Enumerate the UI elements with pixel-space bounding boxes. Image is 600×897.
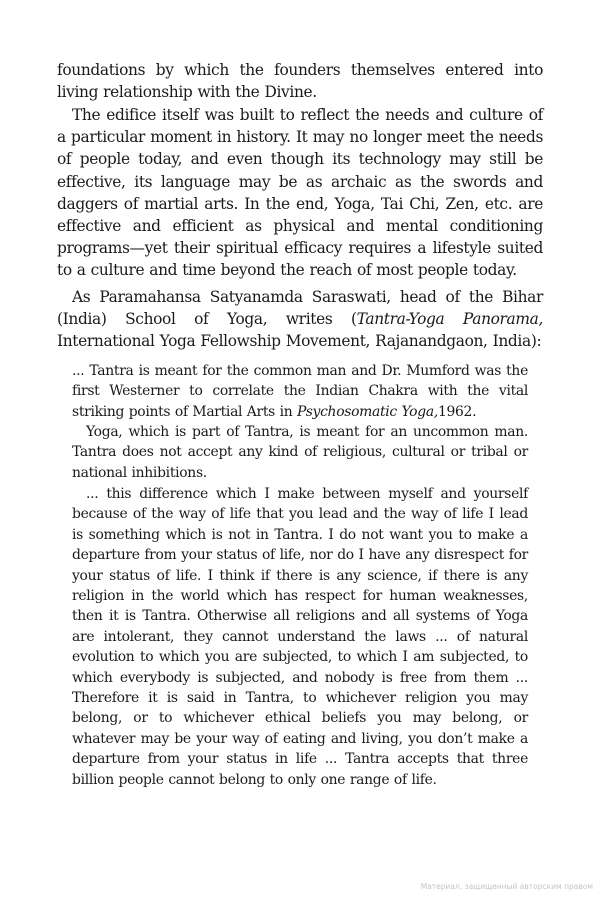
- quote-paragraph-difference: ... this difference which I make between myself and yourself because of the way of life that you lead and the way of life I lead is something which is not in Tantra. I do not want you to make a departure from your status of life, nor do I have any disrespect for your status of life. I think if there is any science, if there is any religion in the world which has respect for human weaknesses, then it is Tantra. Otherwise all religions and all systems of Yoga are intolerant, they cannot understand the laws ... of natural evolution to which you are subjected, to which I am subjected, to which everybody is subjected, and nobody is free from them ... Therefore it is said in Tantra, to whichever religion you may belong, or to whichever ethical beliefs you may belong, or whatever may be your way of eating and living, you don’t make a departure from your status in life ... Tantra accepts that three billion people cannot belong to only one range of life.: [72, 486, 528, 788]
- book-title-tantra-yoga-panorama: Tantra-Yoga Panorama,: [356, 310, 543, 329]
- quote-paragraph-tantra-common-man: [72, 361, 528, 422]
- attribution-text: As Paramahansa Satyanamda Saraswati, head of the Bihar (India) School of Yoga, writes (: [57, 288, 543, 329]
- quote-paragraph-uncommon-man: Yoga, which is part of Tantra, is meant for an uncommon man. Tantra does not accept any kind of religious, cultural or tribal or national inhibitions.: [72, 424, 528, 481]
- quote-text: ... Tantra is meant for the common man and Dr. Mumford was the first Westerner to correlate the Indian Chakra with the vital striking points of Martial Arts in: [72, 363, 528, 420]
- copyright-watermark: Материал, защищенный авторским правом: [420, 882, 593, 891]
- attribution-source: International Yoga Fellowship Movement, Rajanandgaon, India):: [57, 332, 542, 351]
- paragraph-continuation: foundations by which the founders themselves entered into living relationship with the Divine.: [57, 61, 543, 102]
- paragraph-edifice: The edifice itself was built to reflect the needs and culture of a particular moment in history. It may no longer meet the needs of people today, and even though its technology may still be effective, its language may be as archaic as the swords and daggers of martial arts. In the end, Yoga, Tai Chi, Zen, etc. are effective and efficient as physical and mental conditioning programs—yet their spiritual efficacy requires a lifestyle suited to a culture and time beyond the reach of most people today.: [57, 106, 543, 280]
- quote-year: 1962.: [437, 403, 477, 420]
- paragraph-attribution: [57, 286, 543, 353]
- book-title-psychosomatic-yoga: Psychosomatic Yoga,: [297, 403, 438, 420]
